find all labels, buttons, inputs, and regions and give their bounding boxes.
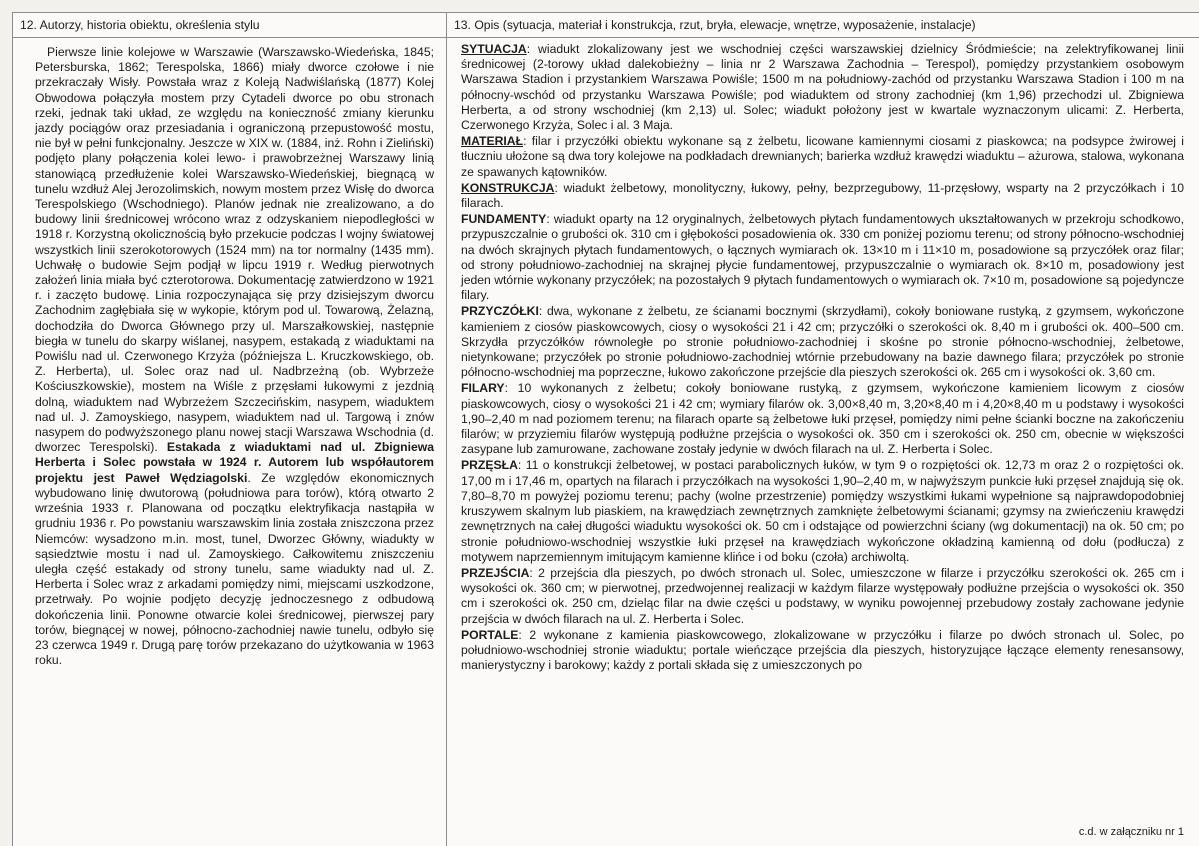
section-text: : 2 wykonane z kamienia piaskowcowego, zlokalizowane w przyczółku i filarze po dwóch stronach ul. Solec, po południowo-wschodniej stronie wiaduktu; portale wieńczące przejścia dla pieszych, historyzujące łączące elementy renesansowy, manierystyczny i barokowy; każdy z portali składa się z umieszczonych po — [461, 627, 1184, 673]
section-label: PORTALE — [461, 627, 519, 642]
section-konstrukcja — [461, 181, 1184, 211]
right-column — [447, 13, 1199, 846]
section-material — [461, 134, 1184, 180]
history-text-part-2: . Ze względów ekonomicznych wybudowano linię dwutorową (południowa para torów), którą otwarto 2 września 1933 r. Planowana od początku elektryfikacja nastąpiła w grudniu 1936 r. Po powstaniu warszawskim linia została zniszczona przez Niemców: wysadzono m.in. most, tunel, Dworzec Główny, wiadukty w sąsiedztwie mostu i nad ul. Zamoyskiego. Całkowitemu zniszczeniu uległa część estakady od strony tunelu, same wiadukty nad ul. Z. Herberta i Solec wraz z arkadami pomiędzy nimi, miejscami uszkodzone, przetrwały. Po wojnie podjęto decyzję jednoczesnego z odbudową dokończenia linii. Ponowne otwarcie kolei średnicowej, pierwszej pary torów, biegnącej w nowej, północno-zachodniej nawie tunelu, odbyło się 23 czerwca 1949 r. Drugą parę torów przekazano do użytkowania w 1963 roku. — [35, 470, 434, 668]
section-label: MATERIAŁ — [461, 134, 524, 149]
section-text: : filar i przyczółki obiektu wykonane są z żelbetu, licowane kamiennymi ciosami z piaskowca; na podsypce żwirowej i tłuczniu ułożone są dwa tory kolejowe na podkładach drewnianych; barierka wzdłuż krawędzi wiaduktu – ażurowa, stalowa, wykonana ze spawanych kątowników. — [461, 134, 1184, 179]
section-text: : dwa, wykonane z żelbetu, ze ścianami bocznymi (skrzydłami), cokoły boniowane rustyką, z gzymsem, wykończone kamieniem z ciosów piaskowcowych, ciosy o wysokości 21 i 42 cm; przyczółki o szerokości ok. 8,40 m i grubości ok. 400–500 cm. Skrzydła przyczółków równoległe po stronie południowo-zachodniej i skośne po stronie północno-wschodniej, żelbetowe, nietynkowane; przyczółek po stronie południowo-zachodniej wtórnie przebudowany na bazie dawnego filara; przyczółek po stronie północno-wschodniej ma poprzeczne, łukowo zakończone przejście dla pieszych szerokości ok. 265 cm i wysokości ok. 3,60 cm. — [461, 304, 1184, 380]
section-text: : wiadukt zlokalizowany jest we wschodniej części warszawskiej dzielnicy Śródmieście; na zelektryfikowanej linii średnicowej (2-torowy układ dalekobieżny – linia nr 2 Warszawa Zachodnia – Terespol), pomiędzy przystankiem osobowym Warszawa Stadion i przystankiem Warszawa Powiśle; 1500 m na południowy-zachód od przystanku Warszawa Stadion i 100 m na północny-wschód od przystanku Warszawa Powiśle; pod wiaduktem od strony zachodniej (km 1,96) przechodzi ul. Zbigniewa Herberta, a od strony wschodniej (km 2,13) ul. Solec; wiadukt położony jest w kwartale wyznaczonym ulicami: Z. Herberta, Czerwonego Krzyża, Solec i al. 3 Maja. — [461, 42, 1184, 133]
section-label: PRZYCZÓŁKI — [461, 304, 539, 319]
section-portale — [461, 628, 1184, 674]
left-column — [13, 13, 447, 846]
section-label: PRZEJŚCIA — [461, 565, 530, 580]
section-label: SYTUACJA — [461, 42, 527, 56]
section-label: PRZĘSŁA — [461, 458, 518, 473]
history-text-part-1: Pierwsze linie kolejowe w Warszawie (Warszawsko-Wiedeńska, 1845; Petersburska, 1862; Terespolska, 1866) miały dworce czołowe i nie przekraczały Wisły. Powstała wraz z Koleją Nadwiślańską (1877) Kolej Obwodowa połączyła mostem przy Cytadeli dworce po obu stronach rzeki, jednak taki układ, ze względu na konieczność zmiany kierunku jazdy pociągów oraz przesiadania i ograniczoną przepustowość mostu, nie był w pełni funkcjonalny. Jeszcze w XIX w. (1884, inż. Rohn i Zieliński) podjęto plany połączenia kolei lewo- i prawobrzeżnej Warszawy linią stanowiącą przedłużenie kolei Warszawsko-Wiedeńskiej, biegnącą w tunelu wzdłuż Alej Jerozolimskich, nowym mostem przez Wisłę do dworca Terespolskiego (Wschodniego). Planów jednak nie zrealizowano, a do budowy linii średnicowej wrócono wraz z odzyskaniem niepodległości w 1918 r. Korzystną okolicznością było przekucie podczas I wojny światowej wszystkich linii szerokotorowych (1524 mm) na tor normalny (1435 mm). Uchwałę o budowie Sejm podjął w lipcu 1919 r. Według pierwotnych założeń linia miała być czterotorowa. Dokumentację zatwierdzono w 1921 r. i zaczęto budowę. Linia rozpoczynająca się przy dzisiejszym dworcu Zachodnim zagłębiała się w wykopie, którym pod ul. Towarową, Żelazną, dochodziła do Dworca Głównego przy ul. Marszałkowskiej, następnie biegła w tunelu do skarpy wiślanej, nasypem, estakadą z wiaduktami na Powiślu nad ul. Czerwonego Krzyża (późniejsza L. Kruczkowskiego, ob. Z. Herberta), ul. Solec oraz nad ul. Nadbrzeżną (ob. Wybrzeże Kościuszkowskie), mostem na Wiśle z przęsłami łukowymi z jezdnią dolną, wiaduktem nad Wybrzeżem Szczecińskim, nasypem, wiaduktem nad ul. J. Zamoyskiego, nasypem, wiaduktem nad ul. Targową i znów nasypem do podwyższonego planu nowej stacji Warszawa Wschodnia (d. dworzec Terespolski). — [35, 45, 434, 455]
section-przesla — [461, 458, 1184, 564]
description-text — [447, 38, 1199, 673]
section-filary — [461, 381, 1184, 457]
section-text: : wiadukt oparty na 12 oryginalnych, żelbetowych płytach fundamentowych ukształtowanych w przekroju schodkowo, przypuszczalnie o grubości ok. 310 cm i głębokości posadowienia ok. 330 cm poniżej poziomu terenu; od strony północno-wschodniej na dwóch skrajnych płytach fundamentowych, o łącznych wymiarach ok. 13×10 m i 11×10 m, posadowione są przyczółek oraz filar; od strony południowo-zachodniej na skrajnej płycie fundamentowej, przypuszczalnie o wymiarach ok. 8×10 m, posadowiony jest jeden wtórnie wykonany przyczółek; na pozostałych 9 płytach fundamentowych o wymiarach ok. 7×10 m, posadowione są pojedyncze filary. — [461, 212, 1184, 303]
continuation-note: c.d. w załączniku nr 1 — [1078, 826, 1184, 838]
section-text: : 2 przejścia dla pieszych, po dwóch stronach ul. Solec, umieszczone w filarze i przyczółku szerokości ok. 265 cm i wysokości ok. 360 cm; w pierwotnej, przedwojennej realizacji w każdym filarze występowały podłużne przejścia o wysokości ok. 350 cm i szerokości ok. 250 cm, dzieląc filar na dwie części u podstawy, w wyniku powojennej przebudowy zostały zachowane jedynie przejścia w dwóch filarach na ul. Z. Herberta i Solec. — [461, 565, 1184, 626]
section-text: : wiadukt żelbetowy, monolityczny, łukowy, pełny, bezprzegubowy, 11-przęsłowy, wsparty na 2 przyczółkach i 10 filarach. — [461, 180, 1184, 211]
history-text-bold: Estakada z wiaduktami nad ul. Zbigniewa Herberta i Solec powstała w 1924 r. Autorem lub współautorem projektu jest Paweł Wędziagolski — [35, 440, 435, 485]
section-sytuacja — [461, 42, 1184, 133]
section-label: KONSTRUKCJA — [461, 180, 555, 195]
section-label: FILARY — [461, 381, 505, 396]
section-text: : 11 o konstrukcji żelbetowej, w postaci parabolicznych łuków, w tym 9 o rozpiętości ok. 12,73 m oraz 2 o rozpiętości ok. 17,00 m i 17,46 m, opartych na filarach i przyczółkach na wysokości 1,90–2,40 m, w najwyższym punkcie łuki przęseł znajdują się ok. 7,80–8,70 m powyżej poziomu terenu; pachy (wolne przestrzenie) pomiędzy wszystkimi łukami wypełnione są najprawdopodobniej kruszywem skalnym lub piaskiem, na krawędziach zewnętrznych zamknięte żelbetowymi ścianami; gzymsy na zwieńczeniu krawędzi zewnętrznych na całej długości wiaduktu wysokości ok. 50 cm i odstające od powierzchni ściany (wg dokumentacji) na ok. 50 cm; po stronie południowo-wschodniej wszystkie łuki przęseł na krawędziach wykończone okładziną kamienną od dołu (podłucza) z motywem naprzemiennym imitującym kamienne klińce i od boku (czoła) archiwoltą. — [461, 458, 1184, 564]
section-text: : 10 wykonanych z żelbetu; cokoły boniowane rustyką, z gzymsem, wykończone kamieniem licowym z ciosów piaskowcowych, ciosy o wysokości 21 i 42 cm; wymiary filarów ok. 3,00×8,40 m, 3,20×8,40 m i 4,20×8,40 m u podstawy i wysokości 1,90–2,40 m nad poziomem terenu; na filarach oparte są żelbetowe łuki przęseł, pomiędzy nimi pełne ścianki boczne na zakończeniu filarów; w przyziemiu filarów występują podłużne przejścia o wysokości ok. 350 cm i szerokości ok. 250 cm, obecnie w większości zasypane lub zamurowane, zachowane zostały jedynie w dwóch filarach na ul. Z. Herberta i Solec. — [461, 381, 1184, 457]
section-przyczolki — [461, 304, 1184, 380]
right-column-heading: 13. Opis (sytuacja, materiał i konstrukcja, rzut, bryła, elewacje, wnętrze, wyposażenie, instalacje) — [447, 13, 1199, 38]
section-przejscia — [461, 566, 1184, 627]
history-text — [13, 38, 446, 668]
document-sheet — [12, 12, 1199, 846]
section-label: FUNDAMENTY — [461, 212, 547, 227]
section-fundamenty — [461, 212, 1184, 303]
left-column-heading: 12. Autorzy, historia obiektu, określenia stylu — [13, 13, 446, 38]
